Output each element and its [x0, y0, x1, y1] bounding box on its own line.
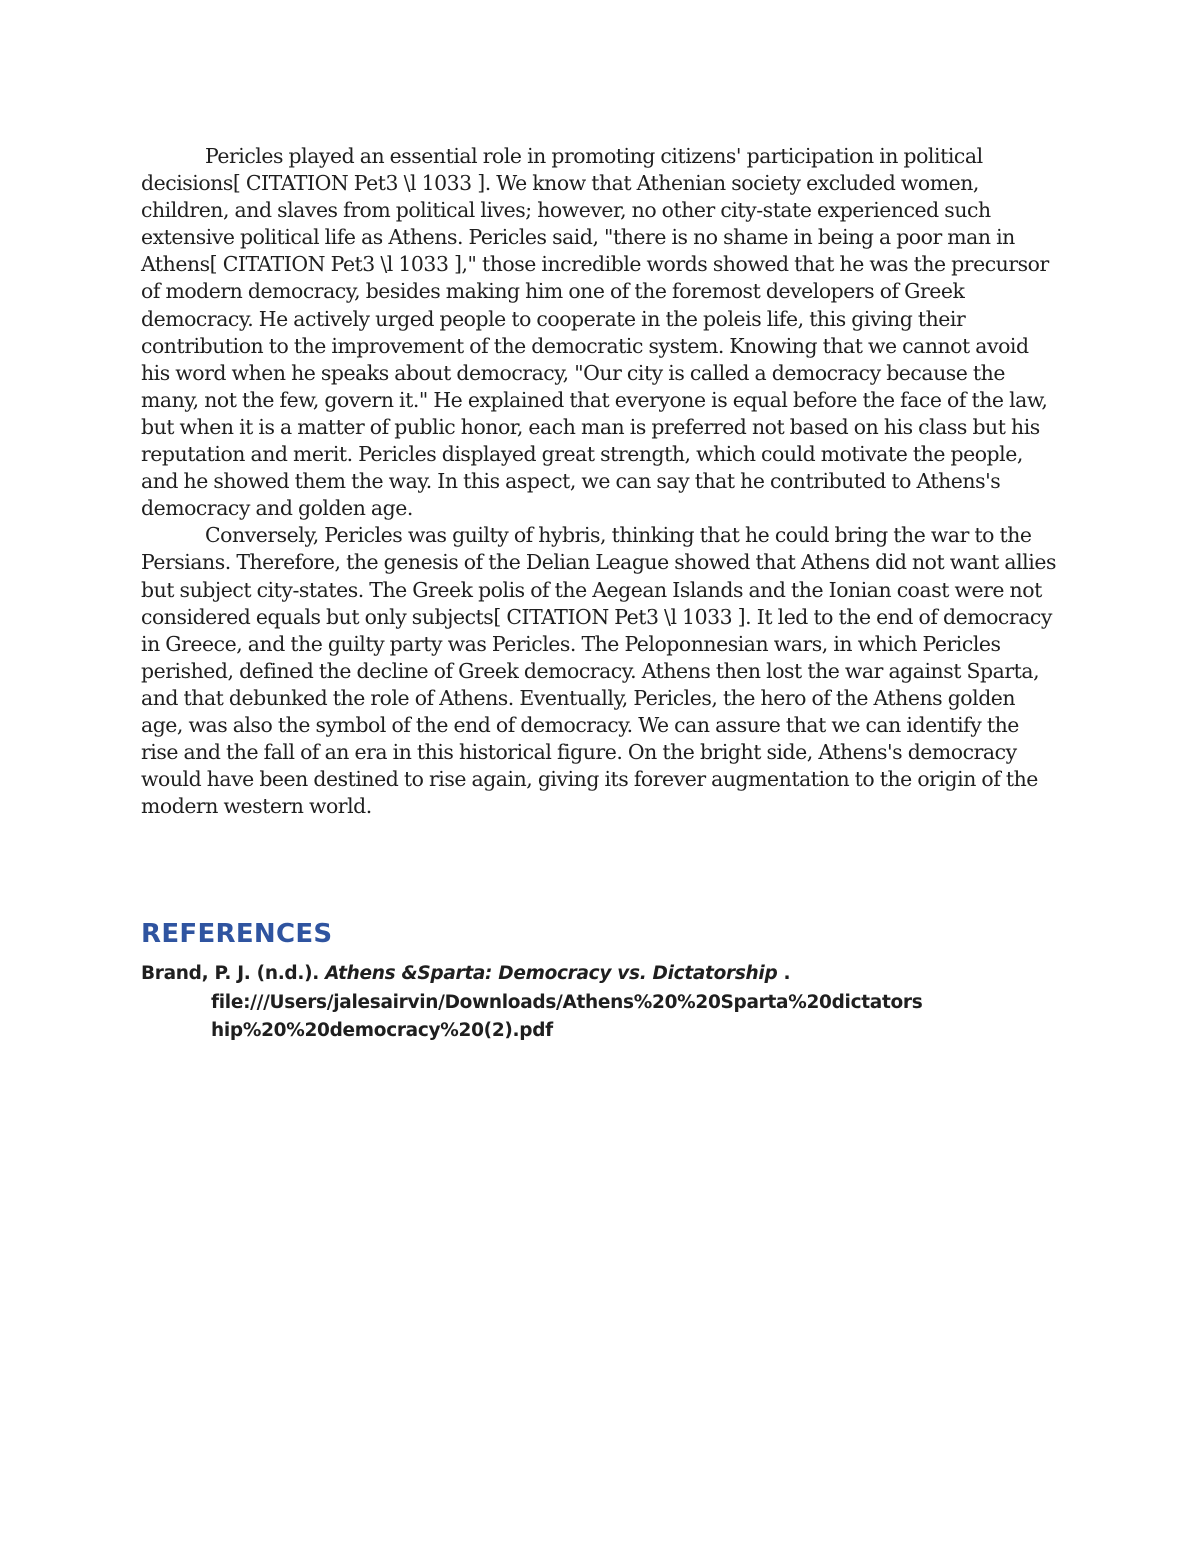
- references-section: [141, 914, 1081, 1046]
- references-heading: REFERENCES: [141, 919, 333, 949]
- reference-author: Brand, P. J. (n.d.).: [141, 963, 326, 984]
- paragraph-1: Pericles played an essential role in promoting citizens' participation in political decisions[ CITATION Pet3 \l 1033 ]. We know that Athenian society excluded women, children, and slaves from political lives; however, no other city-state experienced such extensive political life as Athens. Pericles said, "there is no shame in being a poor man in Athens[ CITATION Pet3 \l 1033 ]," those incredible words showed that he was the precursor of modern democracy, besides making him one of the foremost developers of Greek democracy. He actively urged people to cooperate in the poleis life, this giving their contribution to the improvement of the democratic system. Knowing that we cannot avoid his word when he speaks about democracy, "Our city is called a democracy because the many, not the few, govern it." He explained that everyone is equal before the face of the law, but when it is a matter of public honor, each man is preferred not based on his class but his reputation and merit. Pericles displayed great strength, which could motivate the people, and he showed them the way. In this aspect, we can say that he contributed to Athens's democracy and golden age.: [141, 144, 1049, 521]
- essay-body: [141, 143, 1061, 820]
- reference-entry: [141, 960, 1081, 1046]
- reference-title: Athens &Sparta: Democracy vs. Dictatorship: [325, 963, 778, 984]
- reference-url[interactable]: file:///Users/jalesairvin/Downloads/Athens%20%20Sparta%20dictatorship%20%20democracy%20(2).pdf: [211, 991, 923, 1041]
- reference-punctuation: .: [777, 963, 791, 984]
- paragraph-2: Conversely, Pericles was guilty of hybris, thinking that he could bring the war to the Persians. Therefore, the genesis of the Delian League showed that Athens did not want allies but subject city-states. The Greek polis of the Aegean Islands and the Ionian coast were not considered equals but only subjects[ CITATION Pet3 \l 1033 ]. It led to the end of democracy in Greece, and the guilty party was Pericles. The Peloponnesian wars, in which Pericles perished, defined the decline of Greek democracy. Athens then lost the war against Sparta, and that debunked the role of Athens. Eventually, Pericles, the hero of the Athens golden age, was also the symbol of the end of democracy. We can assure that we can identify the rise and the fall of an era in this historical figure. On the bright side, Athens's democracy would have been destined to rise again, giving its forever augmentation to the origin of the modern western world.: [141, 523, 1056, 819]
